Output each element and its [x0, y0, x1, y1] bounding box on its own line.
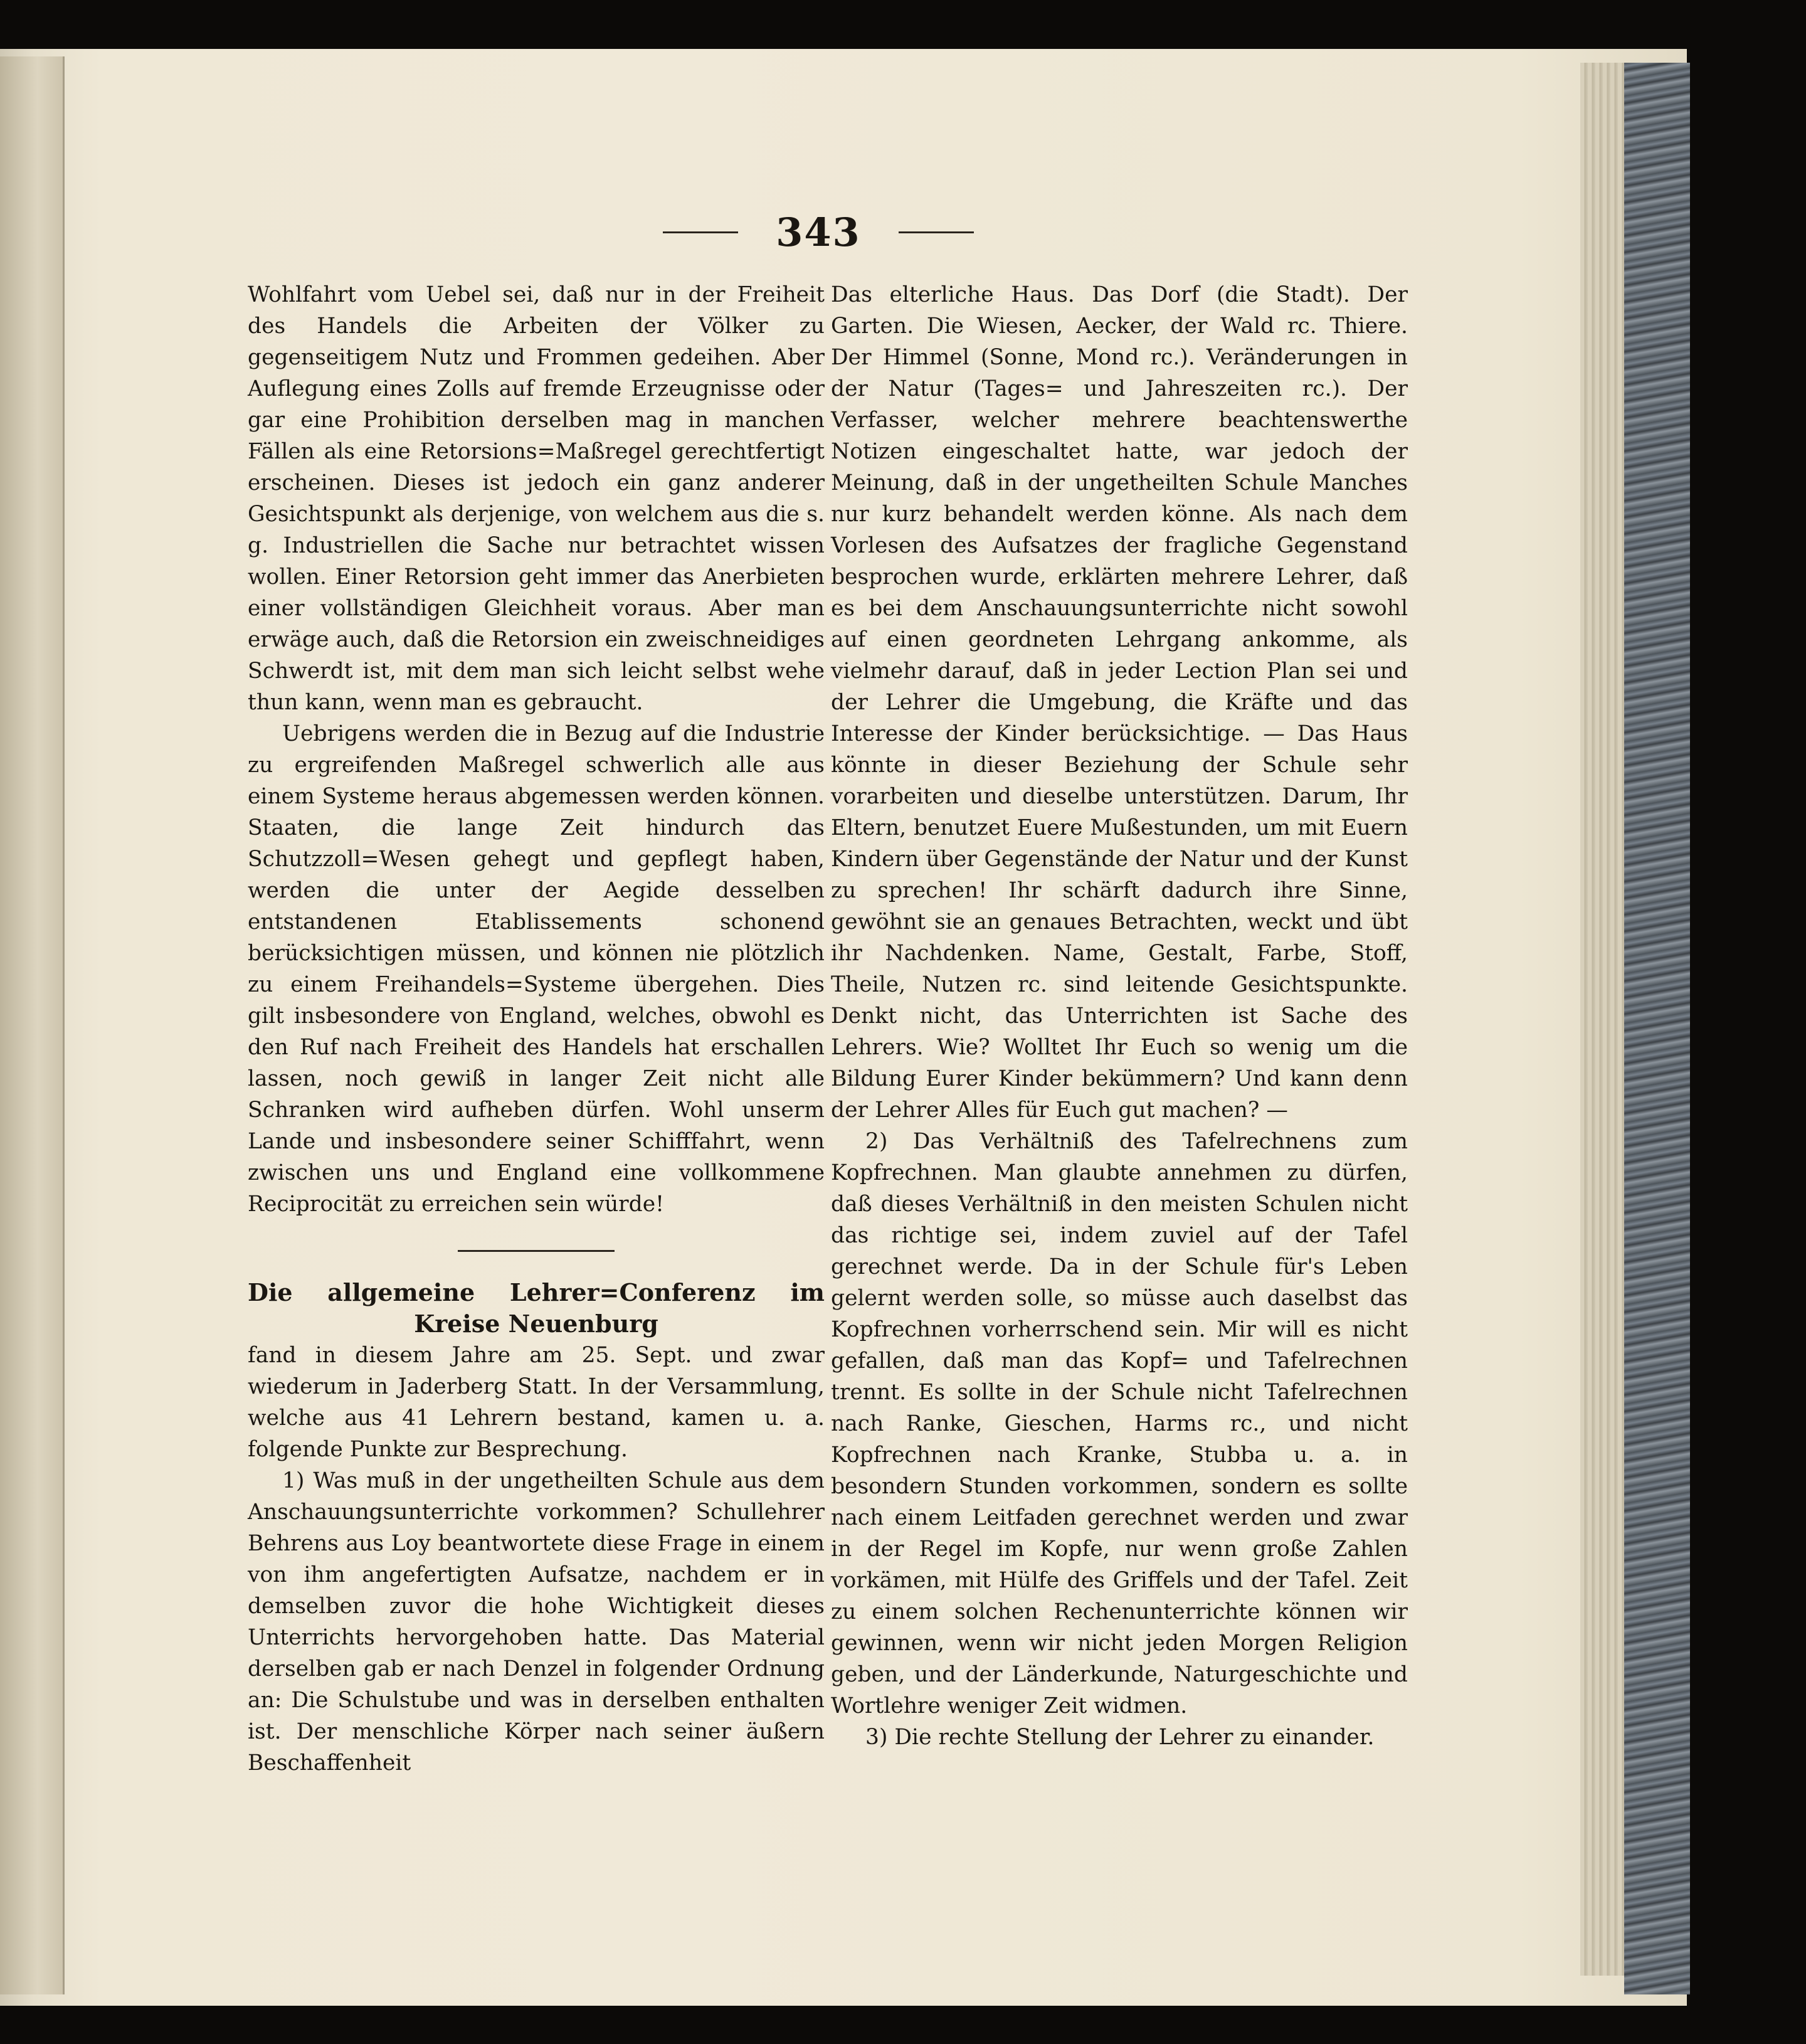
paragraph: Das elterliche Haus. Das Dorf (die Stadt). Der Garten. Die Wiesen, Aecker, der Wald rc. Thiere. Der Himmel (Sonne, Mond rc.). Veränderungen in der Natur (Tages= und Jahreszeiten rc.). Der Verfasser, welcher mehrere beachtenswerthe Notizen eingeschaltet hatte, war jedoch der Meinung, daß in der ungetheilten Schule Manches nur kurz behandelt werden könne. Als nach dem Vorlesen des Aufsatzes der fragliche Gegenstand besprochen wurde, erklärten mehrere Lehrer, daß es bei dem Anschauungsunterrichte nicht sowohl auf einen geordneten Lehrgang ankomme, als vielmehr darauf, daß in jeder Lection Plan sei und der Lehrer die Umgebung, die Kräfte und das Interesse der Kinder berücksichtige. — Das Haus könnte in dieser Beziehung der Schule sehr vorarbeiten und dieselbe unterstützen. Darum, Ihr Eltern, benutzet Euere Mußestunden, um mit Euern Kindern über Gegenstände der Natur und der Kunst zu sprechen! Ihr schärft dadurch ihre Sinne, gewöhnt sie an genaues Betrachten, weckt und übt ihr Nachdenken. Name, Gestalt, Farbe, Stoff, Theile, Nutzen rc. sind leitende Gesichtspunkte. Denkt nicht, das Unterrichten ist Sache des Lehrers. Wie? Wolltet Ihr Euch so wenig um die Bildung Eurer Kinder bekümmern? Und kann denn der Lehrer Alles für Euch gut machen? — — [831, 282, 1408, 1123]
head-rule-left — [663, 231, 738, 233]
section-separator — [458, 1250, 615, 1252]
paragraph: 3) Die rechte Stellung der Lehrer zu einander. — [865, 1725, 1375, 1750]
facing-page-edge — [0, 56, 65, 1994]
paragraph: 2) Das Verhältniß des Tafelrechnens zum Kopfrechnen. Man glaubte annehmen zu dürfen, daß dieses Verhältniß in den meisten Schulen nicht das richtige sei, indem zuviel auf der Tafel gerechnet werde. Da in der Schule für's Leben gelernt werden solle, so müsse auch daselbst das Kopfrechnen vorherrschend sein. Mir will es nicht gefallen, daß man das Kopf= und Tafelrechnen trennt. Es sollte in der Schule nicht Tafelrechnen nach Ranke, Gieschen, Harms rc., und nicht Kopfrechnen nach Kranke, Stubba u. a. in besondern Stunden vorkommen, sondern es sollte nach einem Leitfaden gerechnet werden und zwar in der Regel im Kopfe, nur wenn große Zahlen vorkämen, mit Hülfe des Griffels und der Tafel. Zeit zu einem solchen Rechenunterrichte können wir gewinnen, wenn wir nicht jeden Morgen Religion geben, und der Länderkunde, Naturgeschichte und Wortlehre weniger Zeit widmen. — [831, 1129, 1408, 1718]
document-page — [213, 207, 1423, 1776]
right-column — [831, 279, 1408, 1753]
paragraph: fand in diesem Jahre am 25. Sept. und zwar wiederum in Jaderberg Statt. In der Versammlung, welche aus 41 Lehrern bestand, kamen u. a. folgende Punkte zur Besprechung. — [248, 1343, 825, 1462]
paragraph: Wohlfahrt vom Uebel sei, daß nur in der Freiheit des Handels die Arbeiten der Völker zu gegenseitigem Nutz und Frommen gedeihen. Aber Auflegung eines Zolls auf fremde Erzeugnisse oder gar eine Prohibition derselben mag in manchen Fällen als eine Retorsions=Maßregel gerechtfertigt erscheinen. Dieses ist jedoch ein ganz anderer Gesichtspunkt als derjenige, von welchem aus die s. g. Industriellen die Sache nur betrachtet wissen wollen. Einer Retorsion geht immer das Anerbieten einer vollständigen Gleichheit voraus. Aber man erwäge auch, daß die Retorsion ein zweischneidiges Schwerdt ist, mit dem man sich leicht selbst wehe thun kann, wenn man es gebraucht. — [248, 282, 825, 715]
left-column — [248, 279, 825, 1779]
article-heading: Die allgemeine Lehrer=Conferenz im Kreise Neuenburg — [248, 1278, 825, 1338]
paragraph: Uebrigens werden die in Bezug auf die Industrie zu ergreifenden Maßregel schwerlich alle aus einem Systeme heraus abgemessen werden können. Staaten, die lange Zeit hindurch das Schutzzoll=Wesen gehegt und gepflegt haben, werden die unter der Aegide desselben entstandenen Etablissements schonend berücksichtigen müssen, und können nie plötzlich zu einem Freihandels=Systeme übergehen. Dies gilt insbesondere von England, welches, obwohl es den Ruf nach Freiheit des Handels hat erschallen lassen, noch gewiß in langer Zeit nicht alle Schranken wird aufheben dürfen. Wohl unserm Lande und insbesondere seiner Schifffahrt, wenn zwischen uns und England eine vollkommene Reciprocität zu erreichen sein würde! — [248, 721, 825, 1217]
book-cover-edge — [1624, 63, 1690, 1994]
running-head — [213, 207, 1423, 257]
paragraph: 1) Was muß in der ungetheilten Schule aus dem Anschauungsunterrichte vorkommen? Schullehrer Behrens aus Loy beantwortete diese Frage in einem von ihm angefertigten Aufsatze, nachdem er in demselben zuvor die hohe Wichtigkeit dieses Unterrichts hervorgehoben hatte. Das Material derselben gab er nach Denzel in folgender Ordnung an: Die Schulstube und was in derselben enthalten ist. Der menschliche Körper nach seiner äußern Beschaffenheit — [248, 1468, 825, 1776]
page-number: 343 — [776, 209, 861, 255]
head-rule-right — [899, 231, 974, 233]
